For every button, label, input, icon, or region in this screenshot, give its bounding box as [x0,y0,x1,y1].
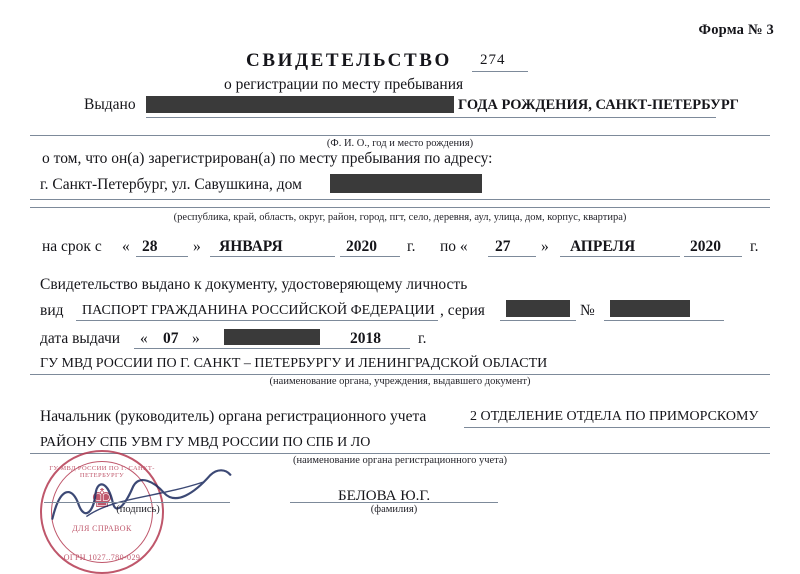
page-title: СВИДЕТЕЛЬСТВО [246,50,452,71]
term-prefix: на срок с [42,238,102,255]
signature-underline [44,502,230,503]
stamp-top-text: ГУ МВД РОССИИ ПО Г. САНКТ-ПЕТЕРБУРГУ [49,465,155,479]
form-number: Форма № 3 [698,22,774,38]
term-day-to-underline [488,256,536,257]
redacted-passport-series [506,300,570,317]
term-year-from: 2020 [346,238,377,255]
doc-type-underline [76,320,438,321]
surname-caption: (фамилия) [370,504,418,515]
authority-underline [30,374,770,375]
term-po: по « [440,238,468,255]
term-quote-close: » [193,238,201,255]
chief-org-line-2: РАЙОНУ СПБ УВМ ГУ МВД РОССИИ ПО СПБ И ЛО [40,435,371,450]
redacted-issue-month [224,329,320,345]
issue-year: 2018 [350,330,381,347]
redacted-name [146,96,454,113]
issue-quote-open: « [140,330,148,347]
issued-underline [146,117,716,118]
stamp-bottom-text: ОГРН 1027..780-029 [63,553,141,562]
issue-quote-close: » [192,330,200,347]
certificate-number-underline [472,71,528,72]
term-g-to: г. [750,238,759,255]
term-year-from-underline [340,256,400,257]
issued-label: Выдано [84,96,136,113]
fio-caption: (Ф. И. О., год и место рождения) [326,138,474,149]
chief-org-underline-2 [30,453,770,454]
term-month-from-underline [210,256,335,257]
term-day-to: 27 [495,238,511,255]
surname-value: БЕЛОВА Ю.Г. [338,488,431,504]
term-month-to-underline [560,256,680,257]
term-month-to: АПРЕЛЯ [570,238,636,255]
authority-caption: (наименование органа, учреждения, выдавшего документ) [269,376,531,387]
issue-date-underline [134,348,410,349]
address-caption: (республика, край, область, округ, район, город, пгт, село, деревня, аул, улица, дом, корпус, квартира) [173,212,627,223]
redacted-passport-number [610,300,690,317]
org-caption: (наименование органа регистрационного учета) [292,455,508,466]
address-value: г. Санкт-Петербург, ул. Савушкина, дом [40,176,302,193]
identity-document-statement: Свидетельство выдано к документу, удостоверяющему личность [40,276,468,293]
issuing-authority: ГУ МВД РОССИИ ПО Г. САНКТ – ПЕТЕРБУРГУ И ЛЕНИНГРАДСКОЙ ОБЛАСТИ [40,356,548,371]
page-subtitle: о регистрации по месту пребывания [224,76,464,93]
stamp-mid-text: ДЛЯ СПРАВОК [72,524,132,533]
chief-org-line-1: 2 ОТДЕЛЕНИЕ ОТДЕЛА ПО ПРИМОРСКОМУ [470,409,759,424]
address-line-1 [30,199,770,200]
issue-g: г. [418,330,427,347]
signature-caption: (подпись) [116,504,160,515]
redacted-house-number [330,174,482,193]
term-day-from-underline [136,256,188,257]
issued-value-suffix: ГОДА РОЖДЕНИЯ, САНКТ-ПЕТЕРБУРГ [458,97,739,113]
doc-type-label: вид [40,302,64,319]
issue-date-label: дата выдачи [40,330,121,347]
chief-label: Начальник (руководитель) органа регистрационного учета [40,408,427,425]
surname-underline [290,502,498,503]
number-underline [604,320,724,321]
chief-org-underline-1 [464,427,770,428]
certificate-number: 274 [480,52,506,68]
series-label: , серия [440,302,485,319]
series-underline [500,320,576,321]
term-quote-close-2: » [541,238,549,255]
fio-line [30,135,770,136]
issue-day: 07 [163,330,179,347]
eagle-emblem-icon: ♚ [90,484,114,513]
registration-statement: о том, что он(а) зарегистрирован(а) по месту пребывания по адресу: [42,150,493,167]
doc-type-value: ПАСПОРТ ГРАЖДАНИНА РОССИЙСКОЙ ФЕДЕРАЦИИ [82,303,435,318]
number-symbol: № [580,302,595,319]
term-month-from: ЯНВАРЯ [219,238,283,255]
term-year-to-underline [684,256,742,257]
address-line-2 [30,207,770,208]
term-g-from: г. [407,238,416,255]
term-quote-open: « [122,238,130,255]
term-year-to: 2020 [690,238,721,255]
term-day-from: 28 [142,238,158,255]
